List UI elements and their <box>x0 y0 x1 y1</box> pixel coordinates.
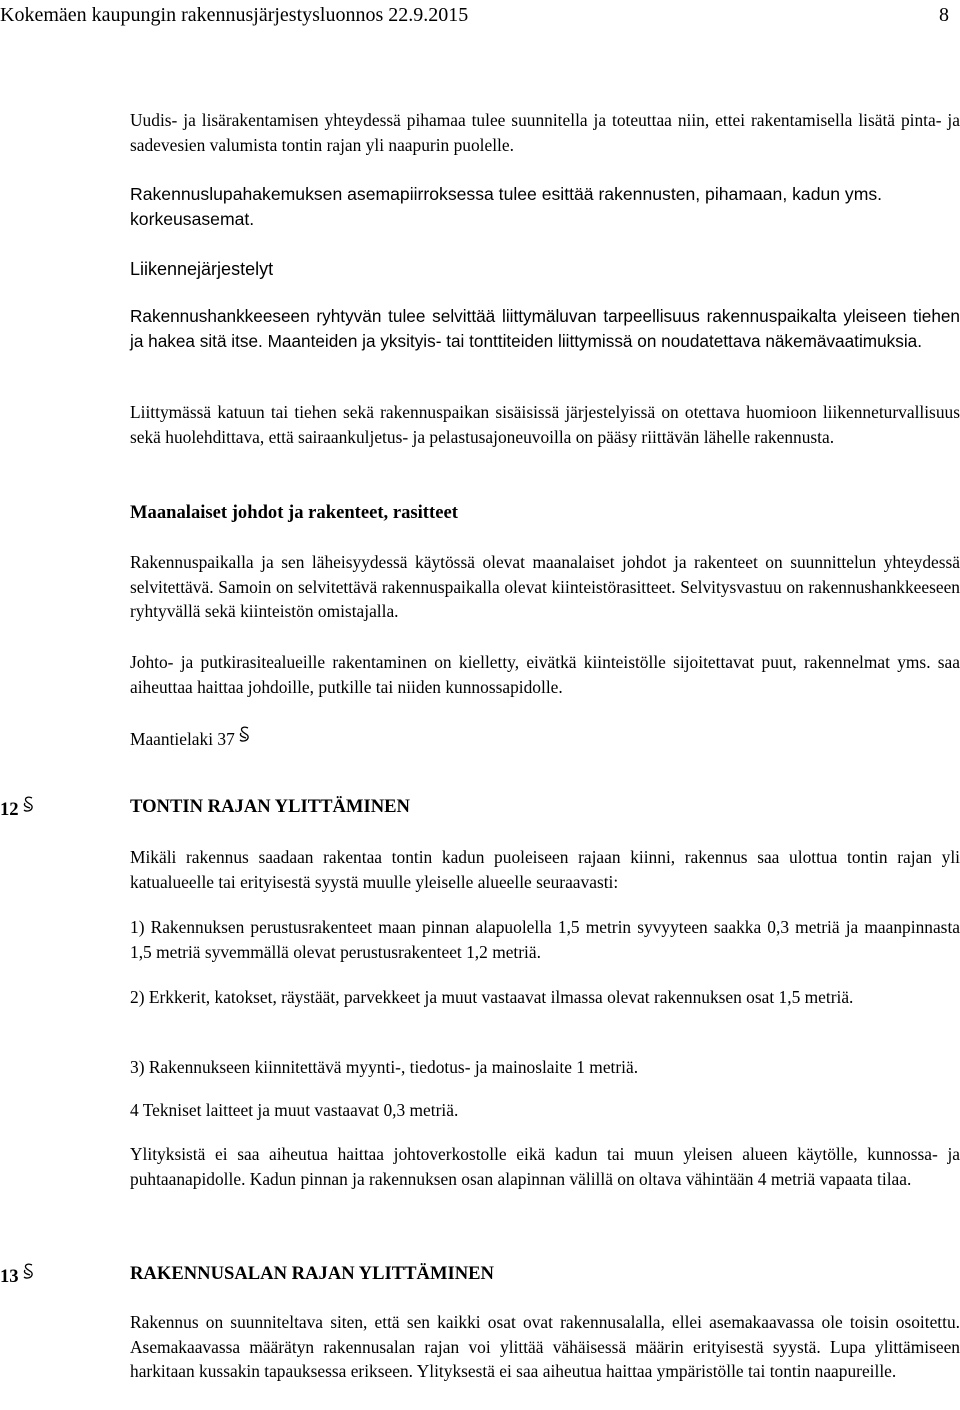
document-header-title: Kokemäen kaupungin rakennusjärjestysluonnos 22.9.2015 <box>0 4 469 26</box>
paragraph-connection-permit: Rakennushankkeeseen ryhtyvän tulee selvittää liittymäluvan tarpeellisuus rakennuspaikalta yleiseen tiehen ja hakea sitä itse. Maanteiden ja yksityis- tai tonttiteiden liittymissä on noudatettava näkemävaatimuksia. <box>130 306 960 351</box>
paragraph-runoff: Uudis- ja lisärakentamisen yhteydessä pihamaa tulee suunnitella ja toteuttaa niin, ettei rakentamisella lisätä pinta- ja sadevesien valumista tontin rajan yli naapurin puolelle. <box>130 110 960 155</box>
section-13-title: RAKENNUSALAN RAJAN YLITTÄMINEN <box>130 1263 494 1284</box>
section-sign-icon <box>21 1262 37 1282</box>
paragraph-traffic-safety: Liittymässä katuun tai tiehen sekä rakennuspaikan sisäisissä järjestelyissä on otettava huomioon liikenneturvallisuus sekä huolehdittava, että sairaankuljetus- ja pelastusajoneuvoilla on pääsy riittävän lähelle rakennusta. <box>130 402 960 447</box>
paragraph-site-plan: Rakennuslupahakemuksen asemapiirroksessa tulee esittää rakennusten, pihamaan, kadun yms. korkeusasemat. <box>130 184 883 229</box>
section-12-item-2: 2) Erkkerit, katokset, räystäät, parvekkeet ja muut vastaavat ilmassa olevat rakennuksen osat 1,5 metriä. <box>130 987 854 1007</box>
reference-maantielaki-text: Maantielaki 37 <box>130 729 235 749</box>
section-13-number-text: 13 <box>0 1266 19 1287</box>
section-12-closing: Ylityksistä ei saa aiheutua haittaa johtoverkostolle eikä kadun tai muun yleisen alueen käytölle, kunnossa- ja puhtaanapidolle. Kadun pinnan ja rakennuksen osan alapinnan välillä on oltava vähintään 4 metriä vapaata tilaa. <box>130 1144 960 1189</box>
reference-maantielaki <box>130 725 960 752</box>
paragraph-underground-survey: Rakennuspaikalla ja sen läheisyydessä käytössä olevat maanalaiset johdot ja rakenteet on suunnittelun yhteydessä selvitettävä. Samoin on selvitettävä rakennuspaikalla olevat kiinteistörasitteet. Selvitysvastuu on rakennushankkeeseen ryhtyvällä sekä kiinteistön omistajalla. <box>130 552 960 621</box>
section-12-item-3: 3) Rakennukseen kiinnitettävä myynti-, tiedotus- ja mainoslaite 1 metriä. <box>130 1057 639 1077</box>
heading-traffic-arrangements: Liikennejärjestelyt <box>130 259 274 279</box>
page-number: 8 <box>939 4 949 26</box>
section-12-item-4: 4 Tekniset laitteet ja muut vastaavat 0,3 metriä. <box>130 1100 459 1120</box>
section-12-item-1: 1) Rakennuksen perustusrakenteet maan pinnan alapuolella 1,5 metrin syvyyteen saakka 0,3 metriä ja maanpinnasta 1,5 metriä syvemmällä olevat perustusrakenteet 1,2 metriä. <box>130 917 960 962</box>
section-13-text: Rakennus on suunniteltava siten, että sen kaikki osat ovat rakennusalalla, ellei asemakaavassa ole toisin osoitettu. Asemakaavassa määrätyn rakennusalan rajan voi ylittää vähäisessä määrin erityisestä syystä. Lupa ylittämiseen harkitaan kussakin tapauksessa erikseen. Ylityksestä ei saa aiheutua haittaa ympäristölle tai tontin naapureille. <box>130 1312 960 1381</box>
section-12-title: TONTIN RAJAN YLITTÄMINEN <box>130 796 410 817</box>
heading-underground-lines: Maanalaiset johdot ja rakenteet, rasitteet <box>130 502 458 523</box>
section-sign-icon <box>21 795 37 815</box>
section-12-number <box>0 795 60 823</box>
paragraph-easement-areas: Johto- ja putkirasitealueille rakentaminen on kielletty, eivätkä kiinteistölle sijoitettavat puut, rakennelmat yms. saa aiheuttaa haittaa johdoille, putkille tai niiden kunnossapidolle. <box>130 652 960 697</box>
section-12-intro: Mikäli rakennus saadaan rakentaa tontin kadun puoleiseen rajaan kiinni, rakennus saa ulottua tontin rajan yli katualueelle tai erityisestä syystä muulle yleiselle alueelle seuraavasti: <box>130 847 960 892</box>
section-sign-icon <box>237 725 253 745</box>
section-13-number <box>0 1262 60 1290</box>
section-12-number-text: 12 <box>0 799 19 820</box>
